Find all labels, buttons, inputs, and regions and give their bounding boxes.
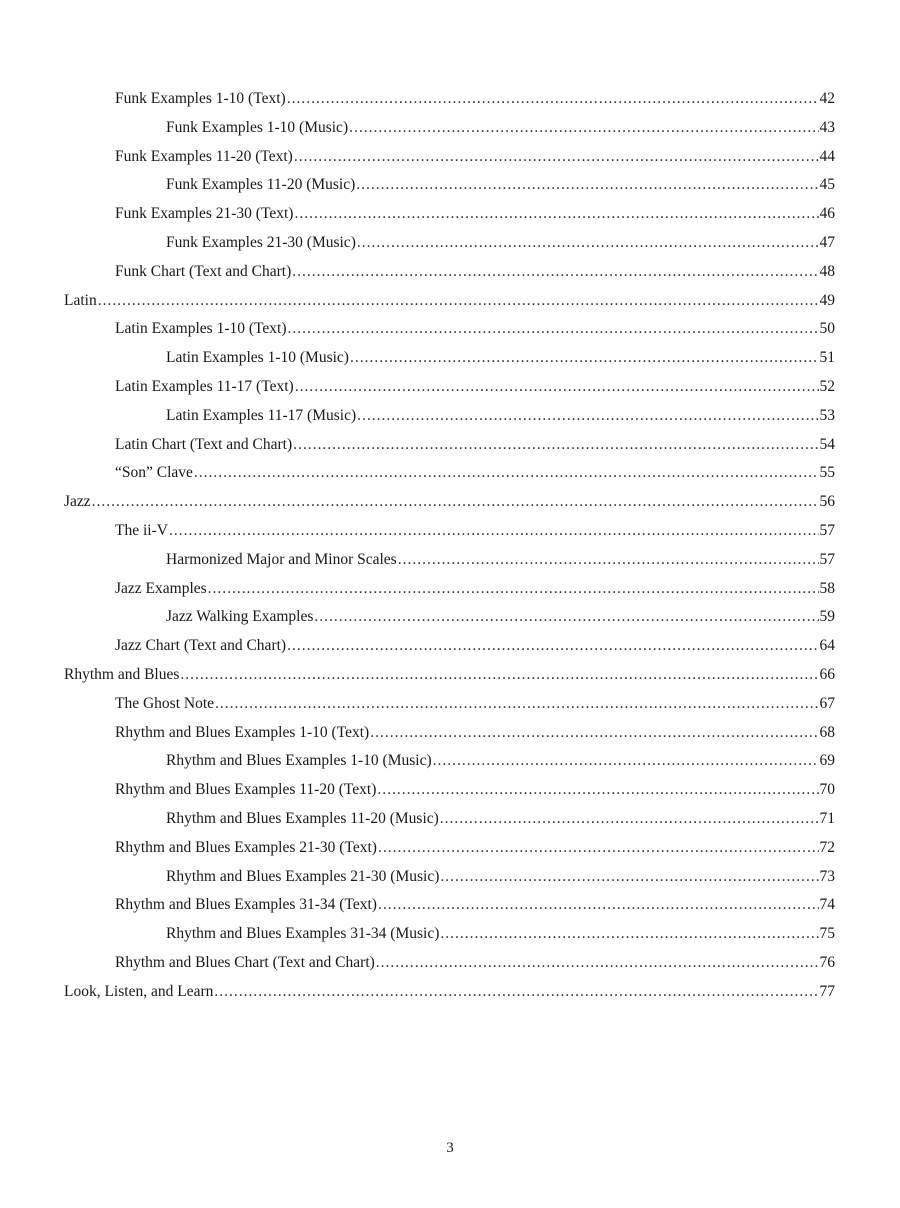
toc-entry-title: Latin Examples 11-17 (Text)	[115, 377, 294, 395]
toc-entry	[64, 719, 835, 748]
toc-entry-page-number: 47	[819, 233, 835, 251]
toc-entry	[64, 459, 835, 488]
toc-entry	[64, 603, 835, 632]
toc-entry-title: The Ghost Note	[115, 694, 215, 712]
toc-entry	[64, 200, 835, 229]
dot-leader	[92, 488, 819, 517]
dot-leader	[287, 632, 818, 661]
toc-entry-title: Jazz Chart (Text and Chart)	[115, 637, 287, 655]
dot-leader	[294, 200, 818, 229]
toc-entry	[64, 776, 835, 805]
toc-entry-title: Funk Examples 11-20 (Music)	[166, 176, 356, 194]
toc-entry-page-number: 42	[819, 90, 835, 107]
toc-entry	[64, 488, 835, 517]
dot-leader	[288, 315, 819, 344]
toc-entry	[64, 632, 835, 661]
toc-entry-title: Latin	[64, 291, 97, 309]
toc-entry	[64, 344, 835, 373]
toc-entry-title: Rhythm and Blues Examples 21-30 (Music)	[166, 867, 440, 885]
toc-entry-page-number: 66	[819, 665, 835, 683]
dot-leader	[440, 805, 819, 834]
toc-entry-page-number: 76	[819, 953, 835, 971]
dot-leader	[433, 747, 819, 776]
dot-leader	[440, 863, 818, 892]
toc-entry-title: Harmonized Major and Minor Scales	[166, 550, 397, 568]
toc-entry-page-number: 77	[819, 982, 835, 1000]
toc-entry-page-number: 68	[819, 723, 835, 741]
toc-entry	[64, 891, 835, 920]
dot-leader	[349, 114, 818, 143]
dot-leader	[293, 431, 818, 460]
toc-entry-page-number: 59	[819, 608, 835, 626]
toc-entry-page-number: 49	[819, 291, 835, 309]
toc-entry-page-number: 56	[819, 493, 835, 511]
toc-entry-title: Latin Examples 11-17 (Music)	[166, 406, 357, 424]
toc-entry	[64, 85, 835, 114]
toc-entry-title: Rhythm and Blues Examples 11-20 (Text)	[115, 781, 377, 799]
toc-entry-page-number: 43	[819, 118, 835, 136]
dot-leader	[292, 258, 818, 287]
toc-entry	[64, 258, 835, 287]
toc-entry	[64, 747, 835, 776]
toc-entry-page-number: 74	[819, 896, 835, 914]
toc-entry-page-number: 50	[819, 320, 835, 338]
dot-leader	[314, 603, 818, 632]
dot-leader	[294, 143, 819, 172]
toc-entry	[64, 315, 835, 344]
toc-entry-title: Funk Examples 11-20 (Text)	[115, 147, 293, 165]
toc-entry	[64, 171, 835, 200]
toc-entry	[64, 229, 835, 258]
dot-leader	[376, 949, 819, 978]
toc-entry-title: Rhythm and Blues Examples 31-34 (Text)	[115, 896, 377, 914]
toc-entry-title: Latin Examples 1-10 (Text)	[115, 320, 287, 338]
dot-leader	[194, 459, 819, 488]
dot-leader	[350, 344, 819, 373]
toc-entry	[64, 661, 835, 690]
toc-entry-page-number: 64	[819, 637, 835, 655]
toc-entry	[64, 402, 835, 431]
toc-entry	[64, 805, 835, 834]
toc-entry-title: Rhythm and Blues Examples 21-30 (Text)	[115, 838, 377, 856]
page-number-footer: 3	[446, 1140, 454, 1156]
toc-entry-title: Funk Examples 1-10 (Text)	[115, 90, 286, 107]
toc-entry-title: Funk Examples 21-30 (Music)	[166, 233, 356, 251]
toc-entry-title: “Son” Clave	[115, 464, 193, 482]
toc-entry-page-number: 44	[819, 147, 835, 165]
toc-entry	[64, 114, 835, 143]
toc-entry-page-number: 52	[819, 377, 835, 395]
toc-entry-page-number: 57	[819, 521, 835, 539]
dot-leader	[214, 978, 818, 1007]
toc-entry-title: Rhythm and Blues Chart (Text and Chart)	[115, 953, 375, 971]
toc-entry	[64, 143, 835, 172]
table-of-contents	[64, 85, 835, 1007]
toc-entry-title: Latin Examples 1-10 (Music)	[166, 349, 349, 367]
toc-entry-title: Rhythm and Blues	[64, 665, 180, 683]
dot-leader	[180, 661, 818, 690]
toc-entry-page-number: 67	[819, 694, 835, 712]
toc-entry	[64, 834, 835, 863]
toc-entry	[64, 575, 835, 604]
toc-entry-page-number: 70	[819, 781, 835, 799]
dot-leader	[377, 776, 818, 805]
dot-leader	[357, 402, 818, 431]
toc-entry	[64, 920, 835, 949]
toc-entry	[64, 431, 835, 460]
toc-entry-title: Funk Examples 21-30 (Text)	[115, 205, 294, 223]
toc-entry	[64, 546, 835, 575]
dot-leader	[169, 517, 819, 546]
toc-entry-page-number: 58	[819, 579, 835, 597]
toc-entry	[64, 978, 835, 1007]
toc-entry	[64, 690, 835, 719]
toc-entry-page-number: 54	[819, 435, 835, 453]
dot-leader	[440, 920, 818, 949]
toc-entry-page-number: 57	[819, 550, 835, 568]
dot-leader	[295, 373, 819, 402]
toc-entry-page-number: 48	[819, 262, 835, 280]
toc-entry	[64, 863, 835, 892]
dot-leader	[215, 690, 818, 719]
toc-entry-page-number: 75	[819, 925, 835, 943]
dot-leader	[356, 171, 818, 200]
toc-entry-title: The ii-V	[115, 521, 168, 539]
toc-entry-title: Jazz	[64, 493, 91, 511]
dot-leader	[378, 834, 819, 863]
toc-entry-title: Look, Listen, and Learn	[64, 982, 214, 1000]
dot-leader	[378, 891, 819, 920]
toc-entry-page-number: 72	[819, 838, 835, 856]
dot-leader	[398, 546, 819, 575]
toc-entry	[64, 287, 835, 316]
toc-entry-page-number: 51	[819, 349, 835, 367]
toc-entry-page-number: 71	[819, 809, 835, 827]
toc-entry-title: Funk Examples 1-10 (Music)	[166, 118, 349, 136]
dot-leader	[370, 719, 818, 748]
toc-entry-title: Funk Chart (Text and Chart)	[115, 262, 292, 280]
toc-entry-title: Rhythm and Blues Examples 31-34 (Music)	[166, 925, 440, 943]
dot-leader	[208, 575, 819, 604]
dot-leader	[98, 287, 819, 316]
toc-entry	[64, 949, 835, 978]
toc-entry-title: Rhythm and Blues Examples 1-10 (Text)	[115, 723, 370, 741]
toc-entry-page-number: 69	[819, 752, 835, 770]
toc-entry-title: Rhythm and Blues Examples 11-20 (Music)	[166, 809, 439, 827]
toc-entry-title: Latin Chart (Text and Chart)	[115, 435, 293, 453]
toc-entry-title: Jazz Examples	[115, 579, 207, 597]
toc-entry	[64, 517, 835, 546]
toc-entry-title: Rhythm and Blues Examples 1-10 (Music)	[166, 752, 432, 770]
toc-entry-page-number: 45	[819, 176, 835, 194]
toc-entry-page-number: 46	[819, 205, 835, 223]
toc-entry-title: Jazz Walking Examples	[166, 608, 314, 626]
toc-entry	[64, 373, 835, 402]
toc-entry-page-number: 55	[819, 464, 835, 482]
dot-leader	[357, 229, 819, 258]
dot-leader	[287, 85, 819, 114]
toc-entry-page-number: 53	[819, 406, 835, 424]
toc-entry-page-number: 73	[819, 867, 835, 885]
